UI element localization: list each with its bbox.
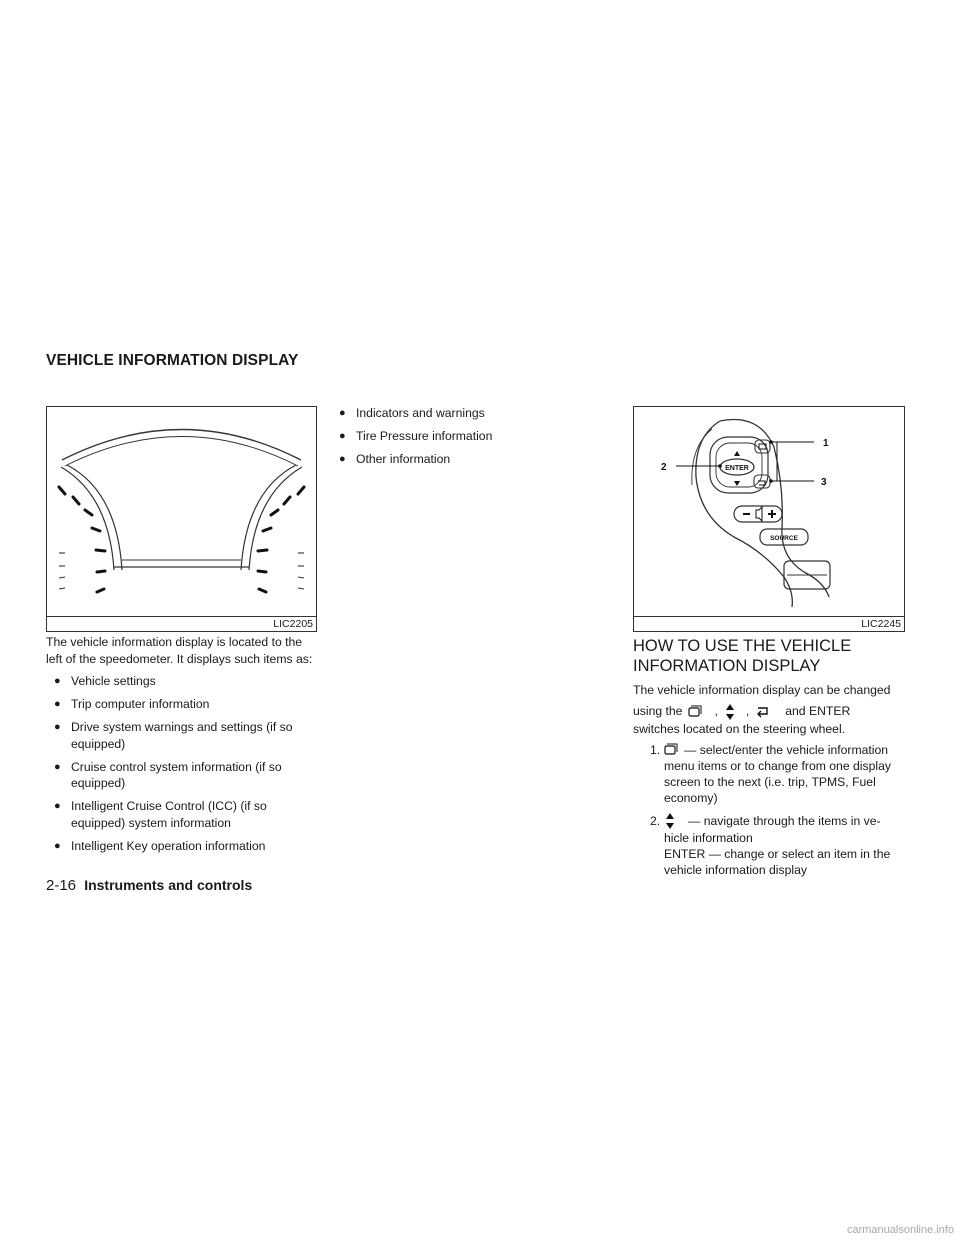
steering-switch-figure xyxy=(633,406,905,632)
howto-paragraph: The vehicle information display can be changed using the , , and ENTER switches located on the steering wheel. xyxy=(633,683,891,736)
back-switch-icon xyxy=(755,705,771,719)
figure-label: LIC2205 xyxy=(273,618,313,630)
bullet-icon: ● xyxy=(54,760,61,773)
bullet-icon: ● xyxy=(339,453,346,465)
cluster-illustration xyxy=(47,407,316,616)
cluster-figure xyxy=(46,406,317,632)
chapter-title: Instruments and controls xyxy=(84,877,253,893)
howto-heading: HOW TO USE THE VEHICLE INFORMATION DISPLAY xyxy=(633,637,852,675)
callout-3: 3 xyxy=(821,477,827,488)
up-down-arrow-icon xyxy=(724,703,736,721)
list-item: ● Other information xyxy=(339,452,451,466)
bullet-icon: ● xyxy=(54,800,61,812)
bullet-icon: ● xyxy=(54,721,61,733)
list-item: ● Drive system warnings and settings (if so equipped) xyxy=(54,720,293,751)
callout-1: 1 xyxy=(823,438,829,449)
bullet-icon: ● xyxy=(339,430,346,442)
up-down-arrow-icon xyxy=(664,812,676,830)
list-item: ● Vehicle settings xyxy=(54,674,156,688)
bullet-icon: ● xyxy=(54,839,61,852)
bullet-icon: ● xyxy=(54,698,61,710)
figure-label: LIC2245 xyxy=(861,618,901,630)
intro-paragraph: The vehicle information display is located to the left of the speedometer. It displays such items as: xyxy=(46,635,313,666)
bullet-list-left xyxy=(46,673,318,861)
steering-switch-illustration xyxy=(634,407,904,616)
source-label: SOURCE xyxy=(770,535,798,542)
bullet-icon: ● xyxy=(54,675,61,687)
list-item: ● Intelligent Cruise Control (ICC) (if so equipped) system information xyxy=(54,799,267,830)
figure-divider xyxy=(47,616,316,617)
bullet-list-middle xyxy=(331,405,591,474)
display-switch-icon xyxy=(686,705,704,719)
watermark: carmanualsonline.info xyxy=(846,1224,954,1236)
display-switch-icon xyxy=(662,743,680,757)
list-item: ● Indicators and warnings xyxy=(339,406,485,420)
callout-2: 2 xyxy=(661,462,667,473)
step-1: 1. — select/enter the vehicle information menu items or to change from one display screen to the next (i.e. trip, TPMS, Fuel economy) xyxy=(650,743,891,805)
list-item: ● Cruise control system information (if so equipped) xyxy=(54,759,282,790)
list-item: ● Trip computer information xyxy=(54,697,210,711)
page-footer xyxy=(46,877,252,894)
list-item: ● Intelligent Key operation information xyxy=(54,838,266,853)
figure-divider xyxy=(634,616,904,617)
bullet-icon: ● xyxy=(339,407,346,419)
enter-label: ENTER xyxy=(725,465,749,472)
page-number: 2-16 xyxy=(46,877,77,894)
step-2: 2. — navigate through the items in ve- hicle information ENTER — change or select an item in the vehicle information display xyxy=(650,814,891,877)
section-title: VEHICLE INFORMATION DISPLAY xyxy=(46,352,299,369)
list-item: ● Tire Pressure information xyxy=(339,429,493,443)
